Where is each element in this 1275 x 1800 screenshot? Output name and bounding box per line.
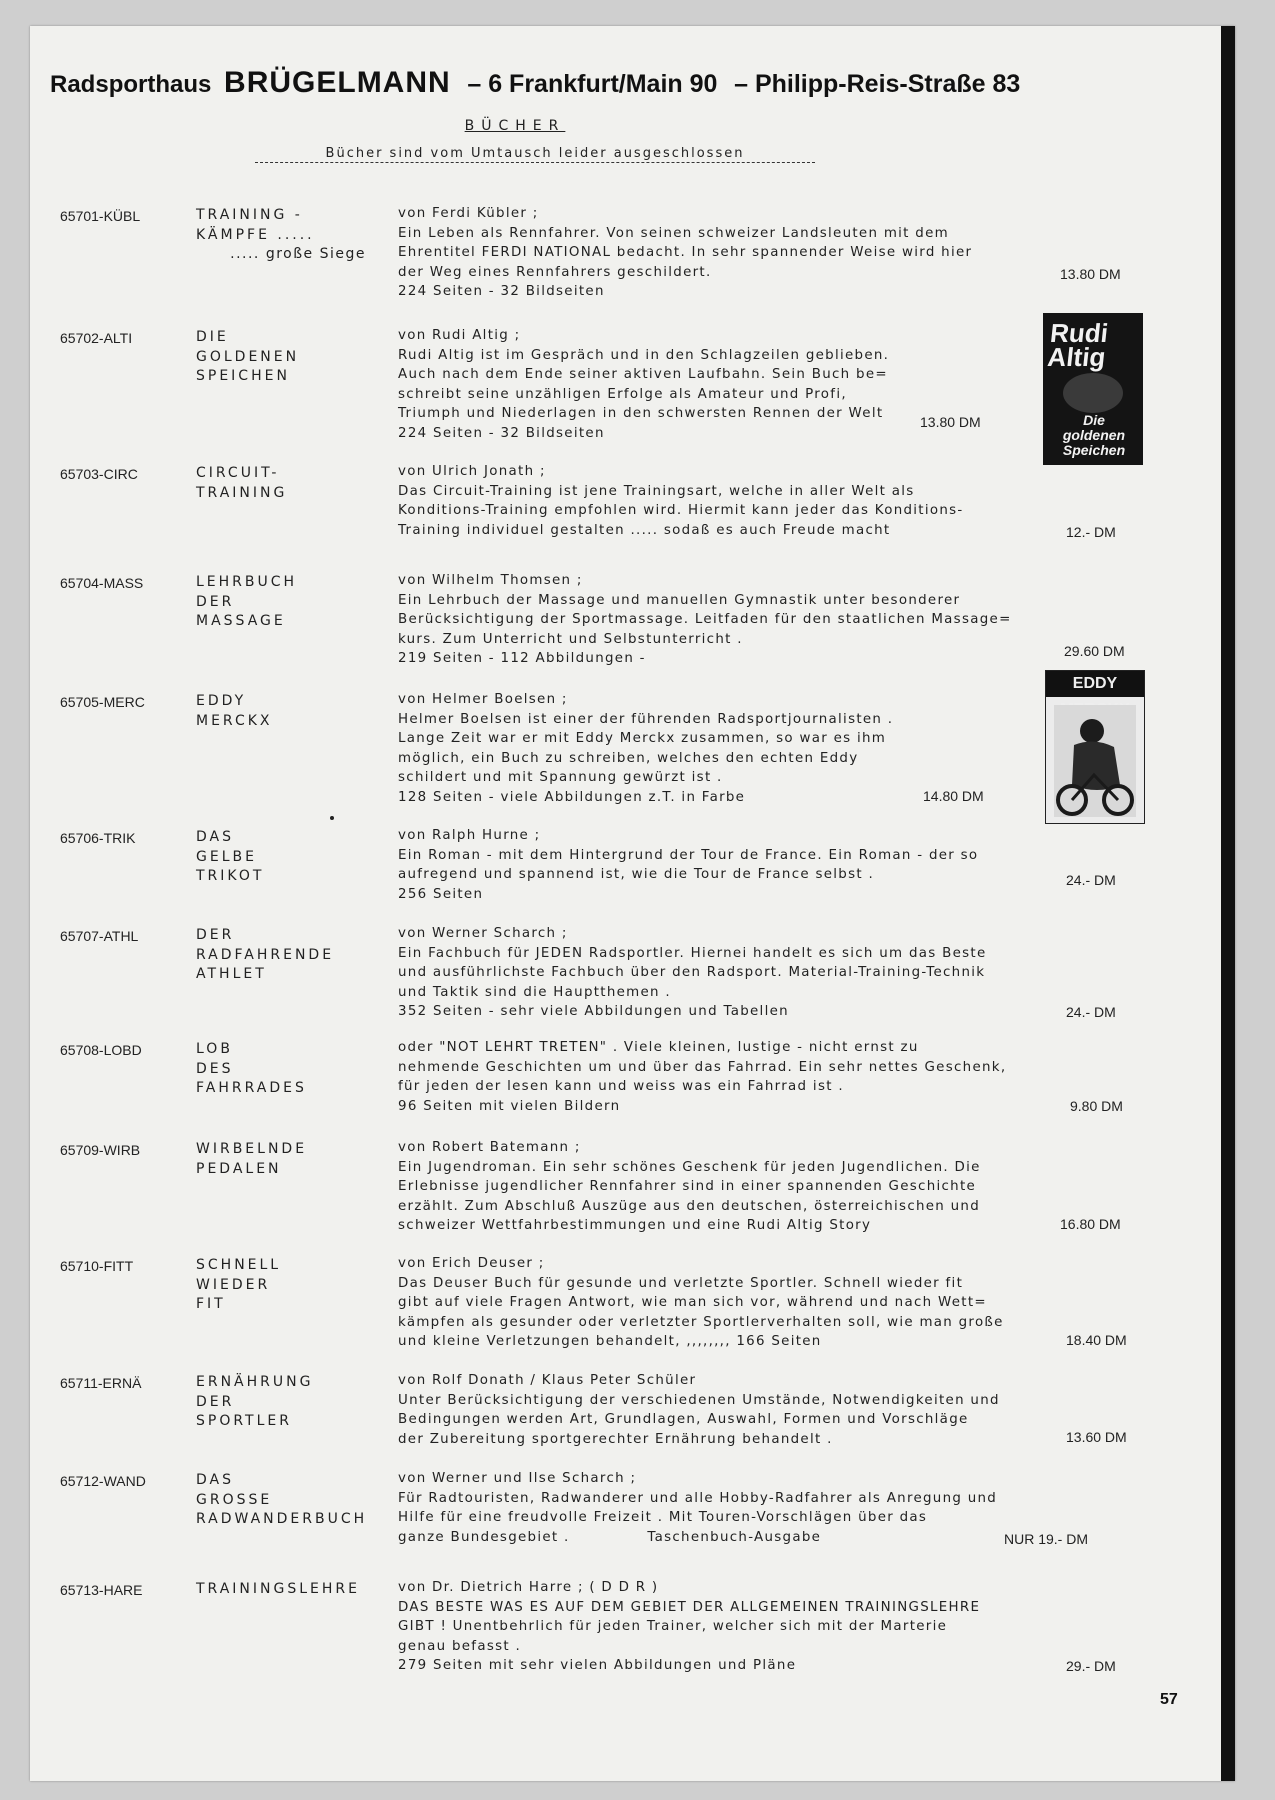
book-title — [196, 328, 366, 387]
book-description — [398, 826, 1178, 904]
description-line: von Werner Scharch ; — [398, 926, 568, 941]
book-title — [196, 1140, 366, 1179]
description-line: von Helmer Boelsen ; — [398, 692, 568, 707]
book-title-line: SPEICHEN — [196, 368, 290, 384]
book-title-line: DER — [196, 593, 235, 610]
description-line: ganze Bundesgebiet . Taschenbuch-Ausgabe — [398, 1529, 822, 1545]
description-line: für jeden der lesen kann und weiss was ein Fahrrad ist . — [398, 1079, 844, 1094]
book-title-line: FAHRRADES — [196, 1080, 307, 1096]
description-line: Ein Roman - mit dem Hintergrund der Tour de France. Ein Roman - der so — [398, 847, 979, 863]
book-title-line: SCHNELL — [196, 1257, 282, 1273]
cover-photo — [1063, 373, 1123, 413]
cover-subtitle: Die goldenen Speichen — [1062, 412, 1126, 458]
book-title-line: RADWANDERBUCH — [196, 1511, 368, 1527]
article-code: 65707-ATHL — [60, 928, 139, 944]
description-line: und kleine Verletzungen behandelt, ,,,,,,,, 166 Seiten — [398, 1334, 822, 1349]
book-title — [196, 828, 366, 887]
book-title-line: DER — [196, 927, 235, 943]
store-city: – 6 Frankfurt/Main 90 — [467, 70, 718, 98]
description-line: 256 Seiten — [398, 886, 484, 902]
book-price: 18.40 DM — [1066, 1332, 1127, 1348]
book-title-line: SPORTLER — [196, 1413, 292, 1429]
description-line: nehmende Geschichten um und über das Fahrrad. Ein sehr nettes Geschenk, — [398, 1059, 1007, 1075]
description-line: möglich, ein Buch zu schreiben, welches den echten Eddy — [398, 750, 859, 766]
description-line: gibt auf viele Fragen Antwort, wie man sich vor, während und nach Wett= — [398, 1295, 987, 1310]
description-line: GIBT ! Unentbehrlich für jeden Trainer, welcher sich mit der Marterie — [398, 1619, 948, 1634]
description-line: von Ulrich Jonath ; — [398, 464, 546, 479]
article-code: 65712-WAND — [60, 1473, 146, 1489]
book-price: 9.80 DM — [1070, 1098, 1123, 1114]
article-code: 65713-HARE — [60, 1582, 143, 1598]
book-title-line: FIT — [196, 1296, 226, 1312]
book-title — [196, 692, 366, 731]
article-code: 65709-WIRB — [60, 1142, 141, 1158]
description-line: Hilfe für eine freudvolle Freizeit . Mit Touren-Vorschlägen über das — [398, 1510, 928, 1525]
section-note: Bücher sind vom Umtausch leider ausgeschlossen — [255, 146, 815, 163]
book-title — [196, 1471, 366, 1530]
description-line: Rudi Altig ist im Gespräch und in den Schlagzeilen geblieben. — [398, 347, 890, 363]
book-description — [398, 571, 1178, 669]
book-title-line: DAS — [196, 1472, 234, 1488]
description-line: Erlebnisse jugendlicher Rennfahrer sind in einer spannenden Geschichte — [398, 1179, 977, 1194]
description-line: von Dr. Dietrich Harre ; ( D D R ) — [398, 1580, 659, 1595]
book-description — [398, 462, 1178, 540]
page-spine-shadow — [1221, 26, 1235, 1781]
brand-name: BRÜGELMANN — [224, 66, 451, 99]
book-price: 12.- DM — [1066, 524, 1116, 540]
description-line: von Rudi Altig ; — [398, 328, 521, 343]
description-line: Unter Berücksichtigung der verschiedenen Umstände, Notwendigkeiten und — [398, 1392, 1000, 1408]
article-code: 65703-CIRC — [60, 466, 138, 482]
page-header — [50, 66, 1210, 100]
book-cover-merckx — [1045, 670, 1145, 824]
book-description — [398, 1578, 1178, 1676]
book-description — [398, 1371, 1178, 1449]
book-price: 13.80 DM — [1060, 266, 1121, 282]
description-line: von Robert Batemann ; — [398, 1140, 581, 1155]
description-line: 224 Seiten - 32 Bildseiten — [398, 284, 605, 299]
description-line: Das Deuser Buch für gesunde und verletzte Sportler. Schnell wieder fit — [398, 1275, 964, 1291]
article-code: 65701-KÜBL — [60, 208, 141, 224]
book-title-line: GELBE — [196, 848, 257, 865]
description-line: Ehrentitel FERDI NATIONAL bedacht. In sehr spannender Weise wird hier — [398, 245, 973, 260]
book-title-line: TRAINING - — [196, 207, 303, 223]
book-description — [398, 1254, 1178, 1352]
book-title — [196, 1256, 366, 1315]
article-code: 65708-LOBD — [60, 1042, 142, 1058]
description-line: schreibt seine unzähligen Erfolge als Amateur und Profi, — [398, 386, 847, 402]
book-description — [398, 1038, 1178, 1116]
book-title-line: WIEDER — [196, 1276, 271, 1293]
article-code: 65702-ALTI — [60, 330, 133, 346]
description-line: oder "NOT LEHRT TRETEN" . Viele kleinen, lustige - nicht ernst zu — [398, 1040, 919, 1055]
book-title-line: MERCKX — [196, 712, 273, 729]
description-line: 279 Seiten mit sehr vielen Abbildungen und Pläne — [398, 1658, 797, 1673]
article-code: 65706-TRIK — [60, 830, 136, 846]
book-price: 29.- DM — [1066, 1658, 1116, 1674]
description-line: von Ralph Hurne ; — [398, 828, 541, 843]
book-description — [398, 924, 1178, 1022]
store-street: – Philipp-Reis-Straße 83 — [734, 70, 1021, 98]
book-title-line: LEHRBUCH — [196, 574, 298, 590]
book-title — [196, 464, 366, 503]
description-line: von Ferdi Kübler ; — [398, 206, 539, 221]
description-line: der Zubereitung sportgerechter Ernährung behandelt . — [398, 1431, 833, 1447]
book-title-line: LOB — [196, 1041, 233, 1057]
book-price: 14.80 DM — [923, 788, 984, 804]
book-title-line: RADFAHRENDE — [196, 946, 335, 963]
book-title — [196, 1040, 366, 1099]
description-line: kämpfen als gesunder oder verletzter Sportlerverhalten soll, wie man große — [398, 1314, 1004, 1330]
book-title-line: TRIKOT — [196, 868, 265, 884]
description-line: und Taktik sind die Hauptthemen . — [398, 984, 671, 1000]
description-line: Triumph und Niederlagen in den schwersten Rennen der Welt — [398, 406, 884, 421]
book-title — [196, 206, 366, 265]
book-title-line: PEDALEN — [196, 1160, 282, 1177]
description-line: Ein Fachbuch für JEDEN Radsportler. Hiernei handelt es sich um das Beste — [398, 945, 987, 961]
description-line: Konditions-Training empfohlen wird. Hiermit kann jeder das Konditions- — [398, 503, 964, 518]
description-line: erzählt. Zum Abschluß Auszüge aus den deutschen, österreichischen und — [398, 1198, 981, 1214]
description-line: und ausführlichste Fachbuch über den Radsport. Material-Training-Technik — [398, 965, 986, 980]
book-title — [196, 1580, 366, 1600]
book-title-line: TRAINING — [196, 484, 288, 501]
catalog-page — [30, 26, 1235, 1781]
book-title-line: GROSSE — [196, 1491, 273, 1508]
description-line: von Erich Deuser ; — [398, 1256, 545, 1271]
article-code: 65705-MERC — [60, 694, 145, 710]
description-line: der Weg eines Rennfahrers geschildert. — [398, 264, 712, 280]
description-line: schildert und mit Spannung gewürzt ist . — [398, 770, 723, 785]
print-speck — [330, 816, 334, 820]
description-line: Für Radtouristen, Radwanderer und alle Hobby-Radfahrer als Anregung und — [398, 1490, 998, 1506]
description-line: Das Circuit-Training ist jene Trainingsart, welche in aller Welt als — [398, 483, 915, 499]
book-title-line: GOLDENEN — [196, 348, 300, 365]
article-code: 65704-MASS — [60, 575, 144, 591]
book-price: NUR 19.- DM — [1004, 1531, 1089, 1547]
book-title-line: CIRCUIT- — [196, 465, 280, 481]
description-line: 128 Seiten - viele Abbildungen z.T. in Farbe — [398, 789, 746, 805]
description-line: 219 Seiten - 112 Abbildungen - — [398, 651, 646, 666]
book-title-line: ..... große Siege — [230, 246, 366, 262]
book-description — [398, 204, 1178, 302]
description-line: DAS BESTE WAS ES AUF DEM GEBIET DER ALLGEMEINEN TRAININGSLEHRE — [398, 1599, 981, 1615]
description-line: aufregend und spannend ist, wie die Tour de France selbst . — [398, 867, 875, 882]
book-title-line: ERNÄHRUNG — [196, 1374, 314, 1390]
description-line: Ein Jugendroman. Ein sehr schönes Geschenk für jeden Jugendlichen. Die — [398, 1159, 981, 1175]
description-line: 352 Seiten - sehr viele Abbildungen und Tabellen — [398, 1004, 789, 1019]
description-line: Ein Lehrbuch der Massage und manuellen Gymnastik unter besonderer — [398, 592, 961, 608]
description-line: Lange Zeit war er mit Eddy Merckx zusammen, so war es ihm — [398, 731, 887, 746]
description-line: Helmer Boelsen ist einer der führenden Radsportjournalisten . — [398, 711, 894, 727]
cover-photo — [1054, 705, 1136, 817]
book-title-line: DAS — [196, 829, 234, 845]
description-line: Berücksichtigung der Sportmassage. Leitfaden für den staatlichen Massage= — [398, 612, 1012, 627]
description-line: Auch nach dem Ende seiner aktiven Laufbahn. Sein Buch be= — [398, 367, 888, 382]
book-title-line: ATHLET — [196, 966, 267, 982]
section-title: BÜCHER — [464, 118, 566, 134]
description-line: kurs. Zum Unterricht und Selbstunterricht . — [398, 631, 743, 647]
book-title-line: WIRBELNDE — [196, 1141, 308, 1157]
book-price: 24.- DM — [1066, 872, 1116, 888]
cover-title: Rudi Altig — [1046, 318, 1110, 372]
book-title-line: DIE — [196, 329, 229, 345]
book-title-line: KÄMPFE ..... — [196, 226, 315, 243]
book-title-line: TRAININGSLEHRE — [196, 1581, 360, 1597]
description-line: von Wilhelm Thomsen ; — [398, 573, 583, 588]
book-title — [196, 1373, 366, 1432]
book-title-line: EDDY — [196, 693, 247, 709]
book-title-line: DER — [196, 1393, 235, 1410]
book-price: 24.- DM — [1066, 1004, 1116, 1020]
description-line: von Rolf Donath / Klaus Peter Schüler — [398, 1373, 697, 1388]
description-line: 96 Seiten mit vielen Bildern — [398, 1098, 621, 1114]
description-line: 224 Seiten - 32 Bildseiten — [398, 425, 605, 441]
description-line: von Werner und Ilse Scharch ; — [398, 1471, 637, 1486]
article-code: 65711-ERNÄ — [60, 1375, 142, 1391]
description-line: schweizer Wettfahrbestimmungen und eine Rudi Altig Story — [398, 1218, 872, 1233]
book-price: 13.80 DM — [920, 414, 981, 430]
description-line: Training individuel gestalten ..... sodaß es auch Freude macht — [398, 522, 891, 538]
book-cover-altig — [1043, 313, 1143, 465]
book-title-line: DES — [196, 1060, 234, 1077]
description-line: genau befasst . — [398, 1638, 522, 1654]
book-title — [196, 926, 366, 985]
store-name: Radsporthaus — [50, 71, 212, 98]
cover-title: EDDY — [1046, 671, 1144, 697]
book-price: 16.80 DM — [1060, 1216, 1121, 1232]
description-line: Ein Leben als Rennfahrer. Von seinen schweizer Landsleuten mit dem — [398, 225, 949, 241]
book-title — [196, 573, 366, 632]
article-code: 65710-FITT — [60, 1258, 134, 1274]
page-number: 57 — [1160, 1691, 1178, 1708]
book-title-line: MASSAGE — [196, 613, 286, 629]
book-price: 13.60 DM — [1066, 1429, 1127, 1445]
description-line: Bedingungen werden Art, Grundlagen, Auswahl, Formen und Vorschläge — [398, 1412, 969, 1427]
book-price: 29.60 DM — [1064, 643, 1125, 659]
